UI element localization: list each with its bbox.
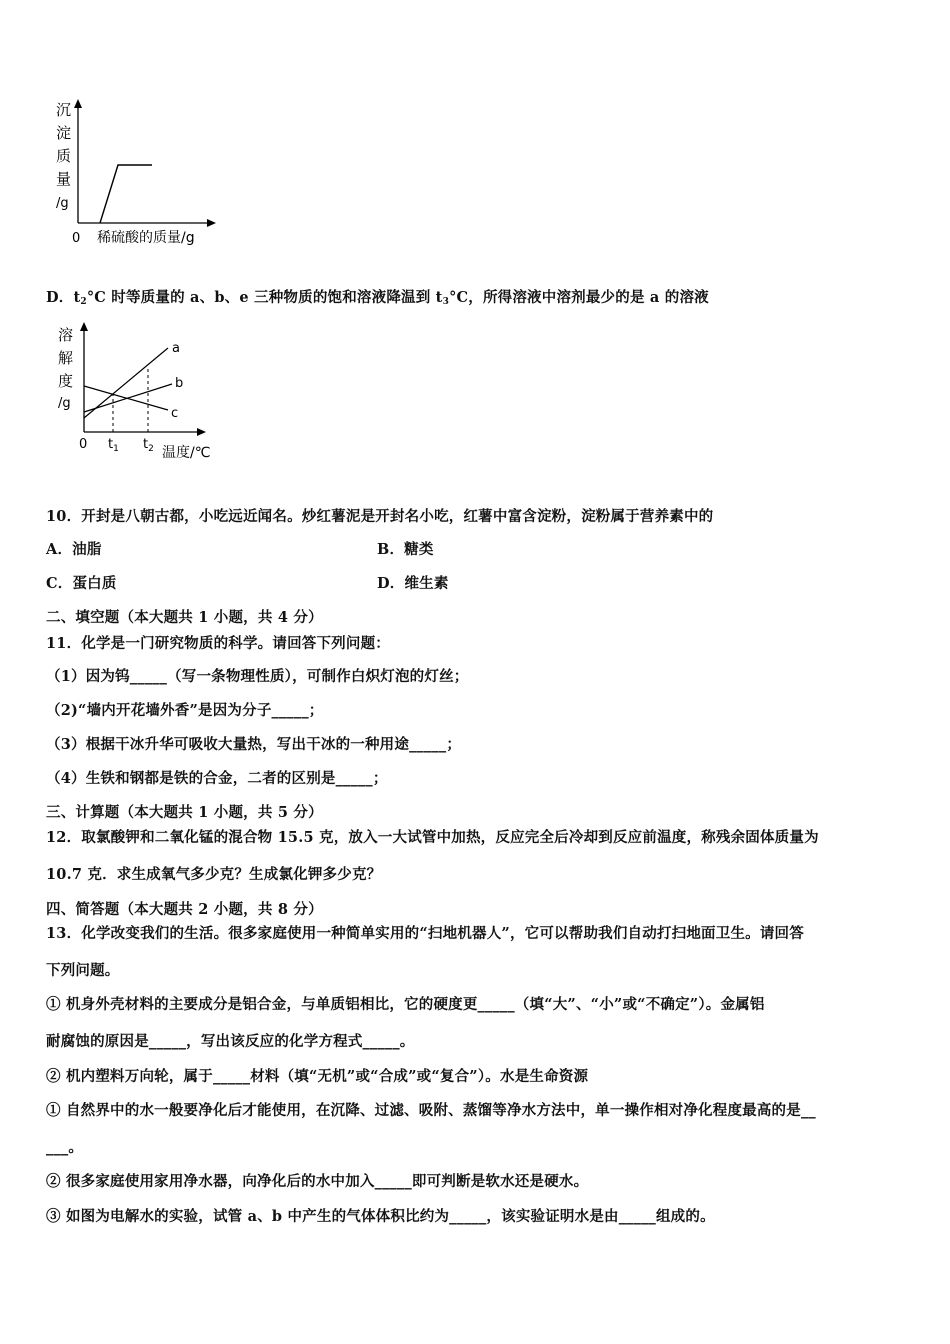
q13-line-2: 下列问题。 — [46, 962, 120, 979]
q11-stem: 11．化学是一门研究物质的科学。请回答下列问题： — [46, 635, 390, 652]
graph1-y-arrow — [74, 99, 82, 108]
q10-option-b: B．糖类 — [377, 541, 434, 558]
q13-line-3: ① 机身外壳材料的主要成分是铝合金，与单质铝相比，它的硬度更_____（填“大”、“小”或“不确定”）。金属铝 — [46, 996, 765, 1013]
q13-line-1: 13．化学改变我们的生活。很多家庭使用一种简单实用的“扫地机器人”，它可以帮助我们自动打扫地面卫生。请回答 — [46, 925, 804, 942]
graph2-y-label-3: 度 — [58, 372, 74, 390]
q10-stem: 10．开封是八朝古都，小吃远近闻名。炒红薯泥是开封名小吃，红薯中富含淀粉，淀粉属于营养素中的 — [46, 508, 714, 525]
graph1-y-label-4: 量 — [56, 170, 72, 188]
graph2-origin: 0 — [79, 437, 88, 452]
option-d-prefix: D．t — [46, 289, 81, 306]
section-2-heading: 二、填空题（本大题共 1 小题，共 4 分） — [46, 609, 323, 626]
graph2-y-label-2: 解 — [58, 349, 74, 367]
q11-part-3: （3）根据干冰升华可吸收大量热，写出干冰的一种用途_____； — [46, 736, 462, 753]
option-d-sub2: 3 — [442, 297, 450, 307]
curve-label-a: a — [172, 341, 180, 356]
solubility-graph — [50, 318, 240, 468]
graph1-x-arrow — [207, 219, 216, 227]
q13-line-4: 耐腐蚀的原因是_____，写出该反应的化学方程式_____。 — [46, 1033, 415, 1050]
graph1-y-label-1: 沉 — [56, 101, 72, 119]
graph1-origin: 0 — [72, 231, 81, 246]
precipitate-graph — [50, 95, 250, 255]
q11-part-4: （4）生铁和钢都是铁的合金，二者的区别是_____； — [46, 770, 388, 787]
graph2-y-arrow — [80, 322, 88, 331]
section-3-heading: 三、计算题（本大题共 1 小题，共 5 分） — [46, 804, 323, 821]
graph2-y-label-4: /g — [58, 396, 71, 411]
q10-option-a: A．油脂 — [46, 541, 102, 558]
q10-option-c: C．蛋白质 — [46, 575, 117, 592]
option-d-text — [46, 286, 709, 307]
graph1-y-label-3: 质 — [56, 147, 72, 165]
curve-label-b: b — [175, 376, 184, 391]
q13-line-7: ___。 — [46, 1139, 84, 1156]
graph2-tick-t2: $t_2$ — [143, 437, 154, 454]
q13-line-6: ① 自然界中的水一般要净化后才能使用，在沉降、过滤、吸附、蒸馏等净水方法中，单一操作相对净化程度最高的是__ — [46, 1102, 816, 1119]
option-d-mid: °C 时等质量的 a、b、e 三种物质的饱和溶液降温到 t — [86, 289, 443, 306]
graph2-x-label: 温度/℃ — [162, 445, 211, 461]
q13-line-9: ③ 如图为电解水的实验，试管 a、b 中产生的气体体积比约为_____，该实验证明水是由_____组成的。 — [46, 1208, 715, 1225]
graph2-tick-t1: $t_1$ — [108, 437, 119, 454]
option-d-suffix: °C，所得溶液中溶剂最少的是 a 的溶液 — [449, 289, 709, 306]
graph2-y-label-1: 溶 — [58, 326, 74, 344]
section-4-heading: 四、简答题（本大题共 2 小题，共 8 分） — [46, 901, 323, 918]
q12-line-2: 10.7 克．求生成氧气多少克？生成氯化钾多少克？ — [46, 866, 382, 883]
graph1-y-label-5: /g — [56, 196, 69, 211]
graph1-curve — [100, 165, 152, 223]
option-d-sub1: 2 — [80, 297, 87, 307]
curve-label-c: c — [171, 406, 179, 421]
graph1-x-label: 稀硫酸的质量/g — [97, 230, 195, 246]
q13-line-8: ② 很多家庭使用家用净水器，向净化后的水中加入_____即可判断是软水还是硬水。 — [46, 1173, 589, 1190]
q12-line-1: 12．取氯酸钾和二氧化锰的混合物 15.5 克，放入一大试管中加热，反应完全后冷却到反应前温度，称残余固体质量为 — [46, 829, 819, 846]
q11-part-2: （2)“墙内开花墙外香”是因为分子_____； — [46, 702, 324, 719]
q11-part-1: （1）因为钨_____（写一条物理性质），可制作白炽灯泡的灯丝； — [46, 668, 469, 685]
q13-line-5: ② 机内塑料万向轮，属于_____材料（填“无机”或“合成”或“复合”）。水是生命资源 — [46, 1068, 589, 1085]
graph2-x-arrow — [197, 428, 206, 436]
graph1-y-label-2: 淀 — [56, 124, 72, 142]
q10-option-d: D．维生素 — [377, 575, 449, 592]
